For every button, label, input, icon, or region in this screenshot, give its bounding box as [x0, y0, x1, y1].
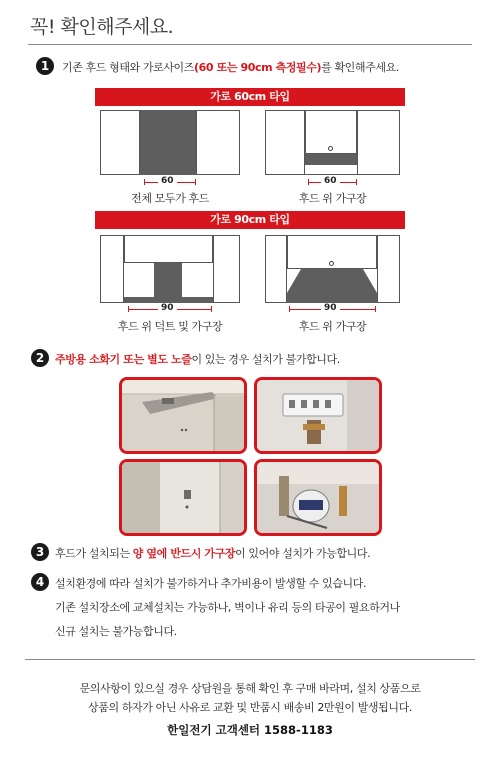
- step-4-line-3: 신규 설치는 불가능합니다.: [55, 625, 177, 638]
- step-4-line-1: 설치환경에 따라 설치가 불가하거나 추가비용이 발생할 수 있습니다.: [55, 577, 367, 590]
- diagram-60-full-hood-caption: 전체 모두가 후드: [131, 192, 209, 205]
- photo-cabinet-side: [119, 459, 247, 536]
- dimension-tick-left: [289, 306, 290, 312]
- dimension-tick-right: [356, 179, 357, 185]
- diagram-60-cabinet-above: [265, 110, 400, 188]
- photo-pipe-valve: [254, 459, 382, 536]
- step-2-post: 이 있는 경우 설치가 불가합니다.: [191, 353, 340, 366]
- dimension-tick-left: [308, 179, 309, 185]
- step-4-badge: 4: [31, 573, 49, 591]
- cabinet-right: [377, 235, 400, 303]
- notice-line-2: 상품의 하자가 아닌 사유로 교환 및 반품시 배송비 2만원이 발생됩니다.: [88, 701, 412, 714]
- hood-wedge: [287, 269, 377, 303]
- dimension-label: 60: [158, 176, 177, 186]
- dimension-tick-right: [211, 306, 212, 312]
- step-1-post: 를 확인해주세요.: [321, 61, 399, 74]
- customer-center: 한일전기 고객센터 1588-1183: [167, 723, 333, 737]
- dimension-tick-right: [375, 306, 376, 312]
- photo-pipe-valve-image: [257, 462, 379, 533]
- notice-line-1: 문의사항이 있으실 경우 상담원을 통해 확인 후 구매 바라며, 설치 상품으로: [79, 682, 421, 695]
- dimension-tick-right: [195, 179, 196, 185]
- dimension-label: 90: [158, 303, 177, 313]
- dimension-tick-left: [144, 179, 145, 185]
- photo-wall-outlet: [254, 377, 382, 454]
- hood-body: [305, 154, 357, 165]
- cabinet-right: [213, 235, 240, 303]
- step-3-badge: 3: [31, 543, 49, 561]
- cabinet-left: [265, 235, 287, 303]
- step-1-badge: 1: [36, 57, 54, 75]
- dimension-label: 60: [321, 176, 340, 186]
- width-90-banner: 가로 90cm 타입: [95, 211, 405, 229]
- dimension-label: 90: [321, 303, 340, 313]
- page-title: 꼭! 확인해주세요.: [30, 16, 174, 38]
- cabinet-left: [265, 110, 305, 175]
- diagram-90-cabinet-above-caption: 후드 위 가구장: [298, 320, 367, 333]
- cabinet-left: [100, 110, 140, 175]
- diagram-90-duct-cabinet-caption: 후드 위 덕트 및 가구장: [117, 320, 223, 333]
- cabinet-left: [100, 235, 124, 303]
- step-4-line-2: 기존 설치장소에 교체설치는 가능하나, 벽이나 유리 등의 타공이 필요하거나: [55, 601, 400, 614]
- photo-wall-outlet-image: [257, 380, 379, 451]
- step-3-highlight: 양 옆에 반드시 가구장: [132, 547, 236, 560]
- step-1-highlight: (60 또는 90cm 측정필수): [194, 61, 322, 74]
- cabinet-above-hood: [124, 235, 213, 263]
- step-2-badge: 2: [31, 349, 49, 367]
- cabinet-right: [357, 110, 400, 175]
- step-2-highlight: 주방용 소화기 또는 별도 노즐: [55, 353, 192, 366]
- notice-divider: [25, 659, 475, 660]
- step-1-text: [62, 59, 399, 75]
- title-divider: [28, 44, 472, 45]
- diagram-90-cabinet-above: [265, 235, 400, 315]
- duct-cover: [154, 263, 182, 299]
- step-1-pre: 기존 후드 형태와 가로사이즈: [62, 61, 195, 74]
- duct-hole-icon: [328, 146, 333, 151]
- diagram-90-duct-cabinet: [100, 235, 240, 315]
- photo-ceiling-bracket-image: [122, 380, 244, 451]
- photo-ceiling-bracket: [119, 377, 247, 454]
- width-60-banner: 가로 60cm 타입: [95, 88, 405, 106]
- hood-body: [140, 110, 196, 175]
- duct-hole-icon: [329, 261, 334, 266]
- photo-cabinet-side-image: [122, 462, 244, 533]
- step-3-text: [55, 545, 370, 561]
- diagram-60-cabinet-above-caption: 후드 위 가구장: [298, 192, 367, 205]
- step-3-pre: 후드가 설치되는: [55, 547, 133, 560]
- diagram-60-full-hood: [100, 110, 240, 188]
- step-3-post: 이 있어야 설치가 가능합니다.: [235, 547, 371, 560]
- step-2-text: [55, 351, 340, 367]
- dimension-tick-left: [128, 306, 129, 312]
- cabinet-right: [196, 110, 240, 175]
